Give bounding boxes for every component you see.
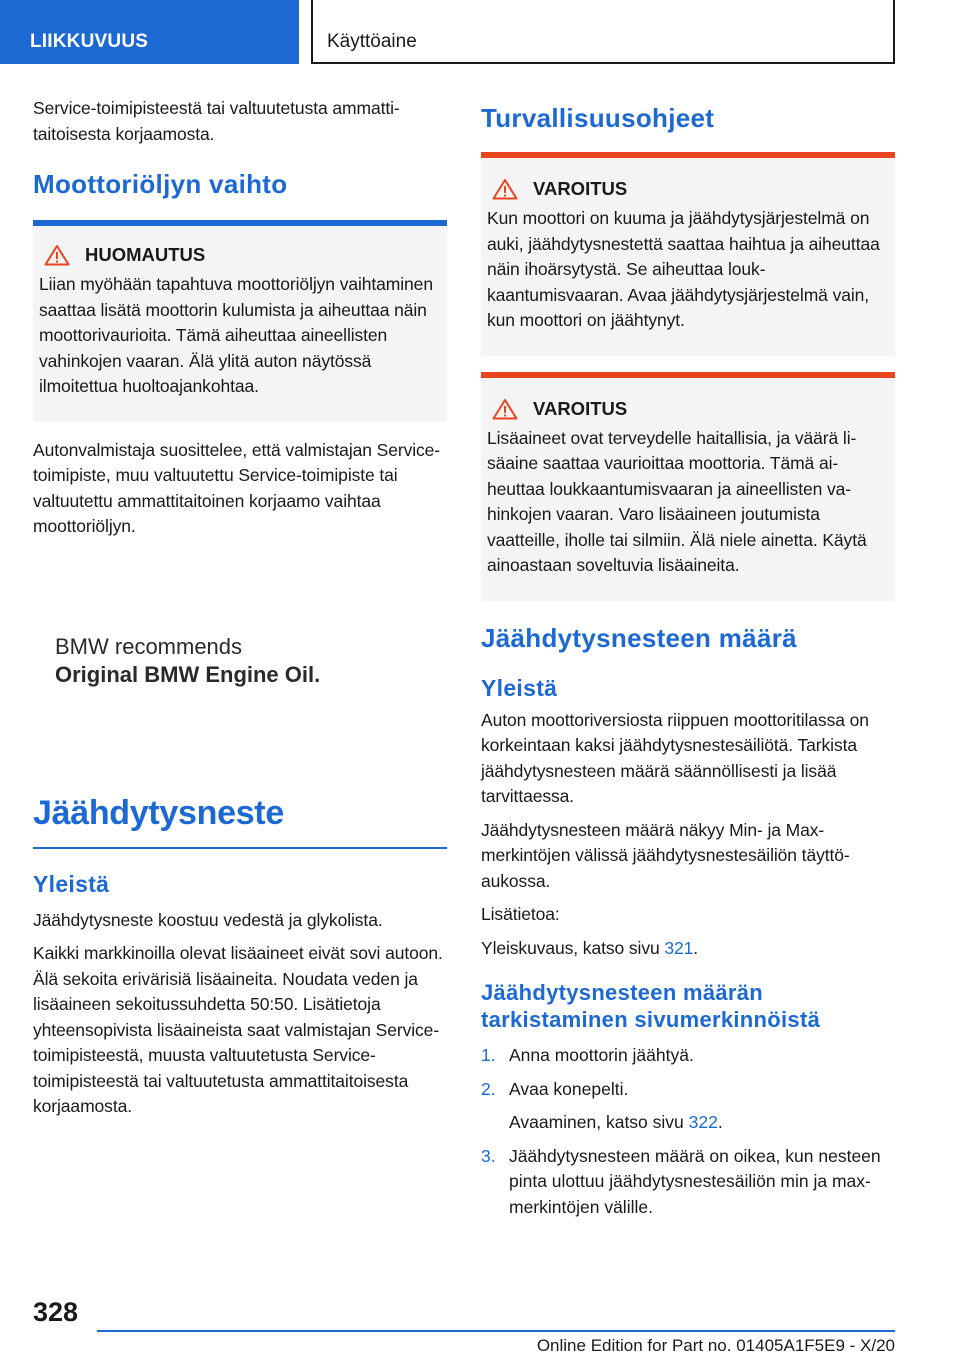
ad-line-1: BMW recommends	[55, 633, 243, 659]
bmw-oil-recommendation	[55, 634, 447, 794]
step-follow-reference	[509, 1110, 895, 1136]
page-link-322[interactable]: 322	[688, 1112, 718, 1132]
page-link-321[interactable]: 321	[664, 937, 694, 958]
step-text: Anna moottorin jäähtyä.	[509, 1045, 694, 1065]
warning-text-2: Lisäaineet ovat terveydelle haitallisia, ja väärä lisäaine saattaa vaurioittaa moottoria. Tämä aiheuttaa loukkaantumisvaaran ja aineellisten vahinkojen vaaran. Varo lisäaineen joutumista vaatteille, iholle tai silmiin. Älä niele ainetta. Käytä ainoastaan soveltuvia lisäaineita.	[487, 427, 867, 575]
level-general-heading: Yleistä	[481, 674, 558, 701]
safety-heading: Turvallisuusohjeet	[481, 103, 715, 133]
list-item	[481, 1144, 895, 1221]
notice-text: Liian myöhään tapahtuva moottoriöljyn vaihtaminen saattaa lisätä moottorin kulumista ja aiheuttaa näin moottorivaurioita. Tämä aiheuttaa aineellisten vahinkojen vaaran. Älä ylitä auton näytössä ilmoitettua huoltoajankohtaa.	[39, 274, 433, 396]
warning-triangle-icon	[44, 244, 70, 266]
list-item	[481, 1077, 895, 1136]
follow-text: Avaaminen, katso sivu	[509, 1112, 684, 1132]
left-column	[33, 96, 447, 1128]
overview-reference	[481, 936, 895, 962]
step-number: 3.	[481, 1145, 496, 1166]
general-heading: Yleistä	[33, 870, 110, 897]
section-tab[interactable]: LIIKKUVUUS	[0, 0, 299, 64]
warning-text-1: Kun moottori on kuuma ja jäähdytysjärjestelmä on auki, jäähdytysnestettä saattaa haihtua ja aiheuttaa näin ihoärsytystä. Se aiheuttaa loukkaantumisvaaran. Avaa jäähdytysjärjestelmä vain, kun moottori on jäähtynyt.	[487, 208, 880, 330]
page-number: 328	[33, 1297, 79, 1327]
page-header	[0, 0, 960, 66]
overview-text: Yleiskuvaus, katso sivu	[481, 937, 660, 958]
overview-end: .	[693, 937, 699, 958]
chapter-title: Käyttöaine	[311, 0, 895, 64]
warning-box-2	[481, 372, 895, 601]
general-paragraph-2: Kaikki markkinoilla olevat lisäaineet eivät sovi autoon. Älä sekoita erivärisiä lisäaineita. Noudata veden ja lisäaineen sekoitussuhdetta 50:50. Lisätietoja yhteensopivista lisäaineista saat valmistajan Service-toimipisteestä, muusta valtuutetusta Service-toimipisteestä tai valtuutetusta ammattitaitoisesta korjaamosta.	[33, 943, 443, 1116]
intro-paragraph: Service-toimipisteestä tai valtuutetusta ammattitaitoisesta korjaamosta.	[33, 98, 400, 144]
warning-title-1	[487, 178, 889, 200]
step-text: Avaa konepelti.	[509, 1078, 629, 1099]
warning-triangle-icon	[492, 398, 518, 420]
check-steps-list	[481, 1043, 895, 1220]
warning-label-2: VAROITUS	[533, 397, 628, 419]
follow-end: .	[717, 1112, 723, 1132]
step-body	[509, 1077, 895, 1136]
general-paragraph-1: Jäähdytysneste koostuu vedestä ja glykolista.	[33, 909, 383, 930]
notice-title	[39, 244, 441, 266]
oil-change-heading: Moottoriöljyn vaihto	[33, 169, 288, 199]
step-number: 2.	[481, 1078, 496, 1099]
notice-label: HUOMAUTUS	[85, 244, 206, 265]
level-paragraph-1: Auton moottoriversiosta riippuen moottoritilassa on korkeintaan kaksi jäähdytysnestesäiliötä. Tarkista jäähdytysnesteen määrä säännöllisesti ja lisää tarvittaessa.	[481, 709, 869, 806]
warning-title-2	[487, 398, 889, 420]
coolant-level-heading: Jäähdytysnesteen määrä	[481, 622, 797, 653]
warning-label-1: VAROITUS	[533, 178, 628, 199]
more-info-label: Lisätietoa:	[481, 904, 560, 924]
check-heading: Jäähdytysnesteen määrän tarkistaminen sivumerkinnöistä	[481, 980, 821, 1032]
footer-divider	[97, 1330, 895, 1332]
step-text: Jäähdytysnesteen määrä on oikea, kun nesteen pinta ulottuu jäähdytysnestesäiliön min ja max-merkintöjen välille.	[509, 1145, 881, 1217]
list-item	[481, 1043, 895, 1069]
level-paragraph-2: Jäähdytysnesteen määrä näkyy Min- ja Max-merkintöjen välissä jäähdytysnestesäiliön täyttöaukossa.	[481, 819, 850, 891]
edition-info: Online Edition for Part no. 01405A1F5E9 - X/20	[536, 1336, 895, 1355]
warning-triangle-icon	[492, 178, 518, 200]
right-column	[481, 96, 895, 1228]
warning-box-1	[481, 152, 895, 356]
coolant-chapter-heading: Jäähdytysneste	[33, 794, 447, 849]
ad-line-2: Original BMW Engine Oil.	[55, 661, 321, 687]
step-number: 1.	[481, 1045, 496, 1065]
notice-box	[33, 220, 447, 422]
recommend-paragraph: Autonvalmistaja suosittelee, että valmistajan Service-toimipiste, muu valtuutettu Service-toimipiste tai valtuutettu ammattitaitoinen korjaamo vaihtaa moottoriöljyn.	[33, 439, 441, 536]
